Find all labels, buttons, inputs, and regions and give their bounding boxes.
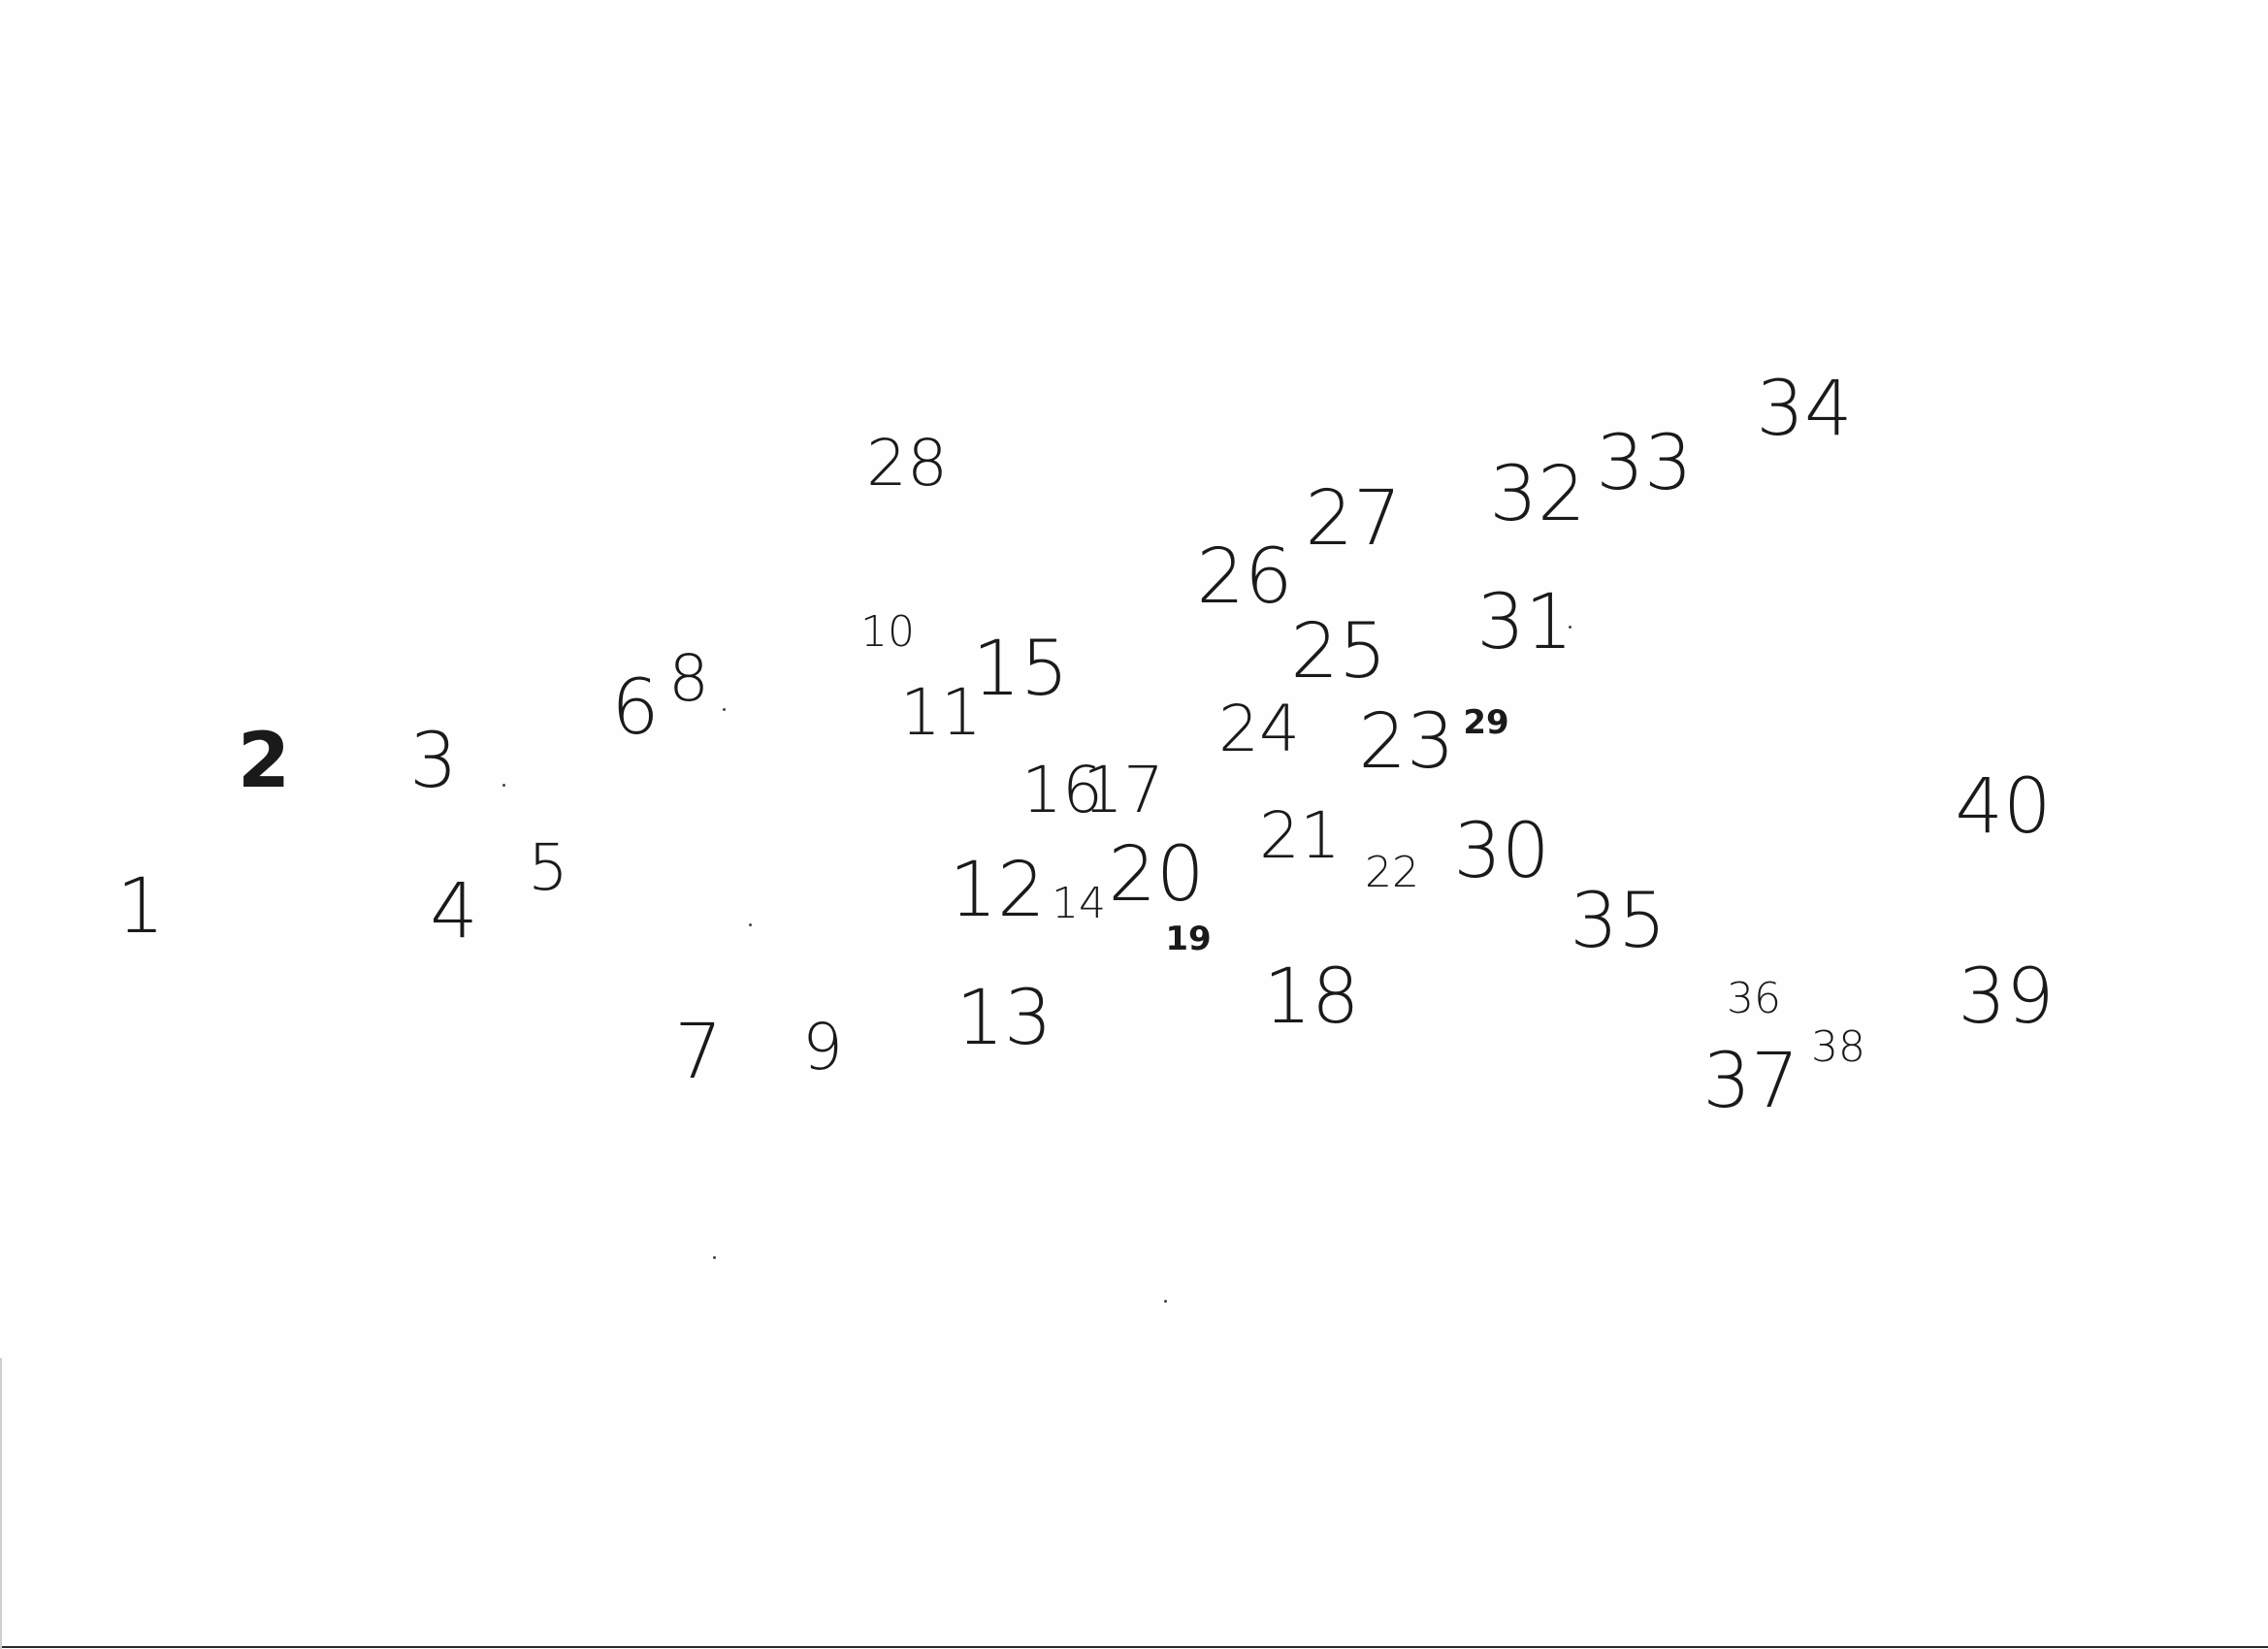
dot-number-40[interactable]: 40: [1955, 763, 2052, 851]
dot-number-34[interactable]: 34: [1756, 366, 1853, 453]
dot-number-5[interactable]: 5: [528, 830, 568, 905]
dot-number-26[interactable]: 26: [1196, 534, 1293, 621]
dot-number-7[interactable]: 7: [674, 1009, 723, 1096]
dot: [713, 1256, 716, 1259]
dot: [1164, 1300, 1167, 1303]
dot-number-15[interactable]: 15: [972, 626, 1069, 713]
dot-number-11[interactable]: 11: [900, 675, 982, 750]
dot-number-22[interactable]: 22: [1365, 848, 1419, 897]
dot-number-4[interactable]: 4: [430, 868, 478, 955]
dot-number-2[interactable]: 2: [237, 718, 291, 805]
dot-number-27[interactable]: 27: [1305, 475, 1402, 563]
dot-number-17[interactable]: 17: [1083, 753, 1164, 827]
dot: [723, 708, 726, 711]
dot-number-23[interactable]: 23: [1358, 698, 1455, 786]
dot-number-28[interactable]: 28: [866, 426, 948, 501]
dot-number-10[interactable]: 10: [860, 607, 915, 657]
dot-number-35[interactable]: 35: [1570, 878, 1667, 965]
dot-number-20[interactable]: 20: [1108, 831, 1205, 919]
sheet-left-edge: [0, 1358, 2, 1649]
dot-number-19[interactable]: 19: [1165, 920, 1212, 958]
dot-number-12[interactable]: 12: [949, 847, 1046, 934]
dot-number-36[interactable]: 36: [1727, 974, 1781, 1023]
dot: [502, 784, 505, 787]
dot-number-16[interactable]: 16: [1021, 753, 1103, 827]
dot-number-33[interactable]: 33: [1596, 420, 1693, 507]
dot-number-8[interactable]: 8: [668, 641, 709, 716]
dot-number-31[interactable]: 31: [1476, 579, 1573, 666]
dot-number-29[interactable]: 29: [1463, 703, 1509, 742]
dot-number-30[interactable]: 30: [1453, 808, 1550, 895]
dot-number-25[interactable]: 25: [1290, 608, 1387, 695]
dot-number-6[interactable]: 6: [611, 664, 660, 752]
dot-number-14[interactable]: 14: [1052, 879, 1106, 928]
sheet-bottom-edge: [0, 1646, 2268, 1648]
dot-number-3[interactable]: 3: [409, 718, 458, 805]
dot-number-32[interactable]: 32: [1489, 451, 1586, 538]
dot-number-21[interactable]: 21: [1259, 798, 1341, 873]
dot-number-24[interactable]: 24: [1218, 692, 1300, 766]
dot-number-13[interactable]: 13: [956, 975, 1053, 1062]
dot-number-38[interactable]: 38: [1811, 1022, 1865, 1072]
dot-number-37[interactable]: 37: [1702, 1038, 1799, 1125]
dot-number-9[interactable]: 9: [802, 1010, 843, 1084]
dot-number-18[interactable]: 18: [1263, 954, 1360, 1041]
dot-number-39[interactable]: 39: [1958, 954, 2055, 1041]
dot-number-1[interactable]: 1: [116, 863, 165, 951]
dot: [749, 923, 752, 926]
